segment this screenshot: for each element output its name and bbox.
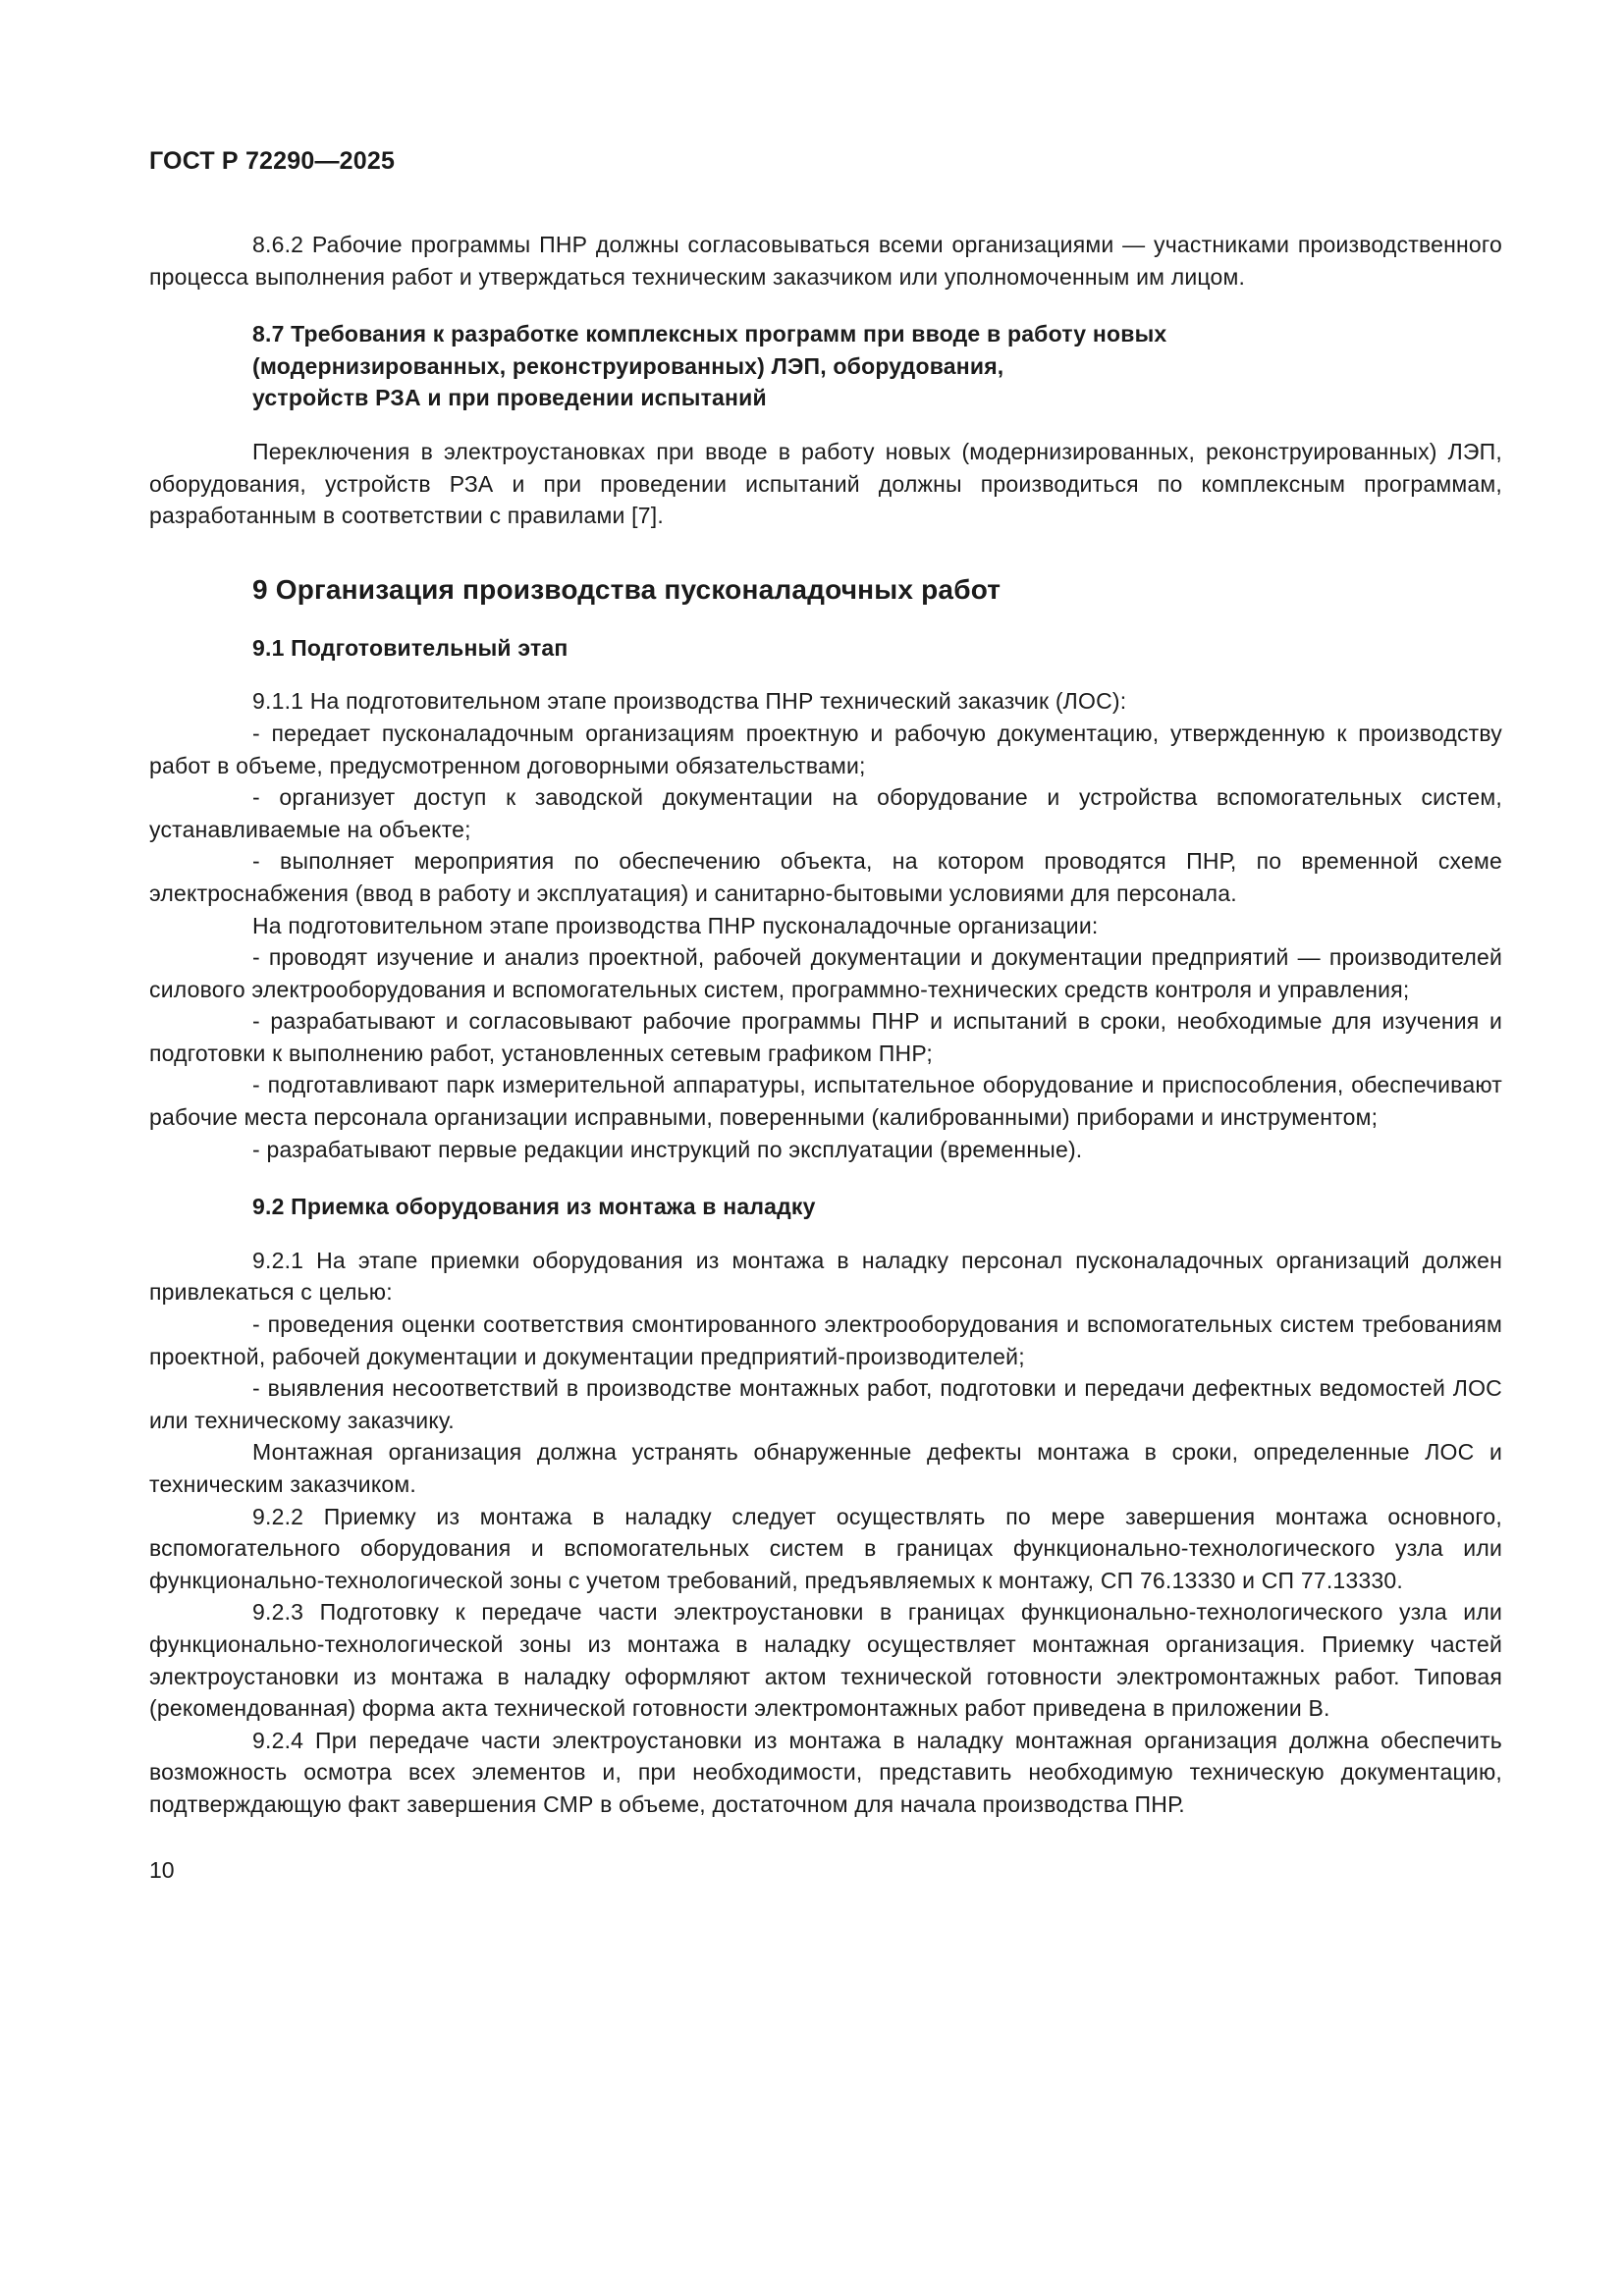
subsection-heading-line: 8.7 Требования к разработке комплексных программ при вводе в работу новых xyxy=(252,321,1167,347)
paragraph: 9.2.2 Приемку из монтажа в наладку следует осуществлять по мере завершения монтажа основного, вспомогательного оборудования и вспомогательных систем в границах функционально-технологического узла или функционально-технологической зоны с учетом требований, предъявляемых к монтажу, СП 76.13330 и СП 77.13330. xyxy=(149,1503,1502,1593)
subsection-heading-line: (модернизированных, реконструированных) ЛЭП, оборудования, xyxy=(252,352,1004,379)
subsection-heading xyxy=(252,318,1502,414)
document-body xyxy=(149,229,1502,1821)
paragraph: - организует доступ к заводской документации на оборудование и устройства вспомогательных систем, устанавливаемые на объекте; xyxy=(149,784,1502,842)
paragraph: - разрабатывают первые редакции инструкций по эксплуатации (временные). xyxy=(252,1136,1083,1162)
paragraph: - разрабатывают и согласовывают рабочие программы ПНР и испытаний в сроки, необходимые для изучения и подготовки к выполнению работ, установленных сетевым графиком ПНР; xyxy=(149,1008,1502,1066)
subsection-heading-line: устройств РЗА и при проведении испытаний xyxy=(252,385,767,411)
paragraph: Переключения в электроустановках при вводе в работу новых (модернизированных, реконструированных) ЛЭП, оборудования, устройств РЗА и при проведении испытаний должны производиться по комплексным программам, разработанным в соответствии с правилами [7]. xyxy=(149,438,1502,529)
section-heading: 9 Организация производства пусконаладочных работ xyxy=(252,573,1001,605)
paragraph: 9.2.1 На этапе приемки оборудования из монтажа в наладку персонал пусконаладочных организаций должен привлекаться с целью: xyxy=(149,1247,1502,1306)
paragraph: 8.6.2 Рабочие программы ПНР должны согласовываться всеми организациями — участниками производственного процесса выполнения работ и утверждаться техническим заказчиком или уполномоченным им лицом. xyxy=(149,232,1502,290)
paragraph: - передает пусконаладочным организациям проектную и рабочую документацию, утвержденную к производству работ в объеме, предусмотренном договорными обязательствами; xyxy=(149,720,1502,778)
paragraph: Монтажная организация должна устранять обнаруженные дефекты монтажа в сроки, определенные ЛОС и техническим заказчиком. xyxy=(149,1439,1502,1497)
subsection-heading-line: 9.1 Подготовительный этап xyxy=(252,634,568,661)
subsection-heading xyxy=(252,632,1502,665)
paragraph: 9.1.1 На подготовительном этапе производства ПНР технический заказчик (ЛОС): xyxy=(252,688,1127,715)
subsection-heading xyxy=(252,1191,1502,1223)
paragraph: - проведения оценки соответствия смонтированного электрооборудования и вспомогательных систем требованиям проектной, рабочей документации и документации предприятий-производителей; xyxy=(149,1311,1502,1369)
paragraph: - выполняет мероприятия по обеспечению объекта, на котором проводятся ПНР, по временной схеме электроснабжения (ввод в работу и эксплуатация) и санитарно-бытовыми условиями для персонала. xyxy=(149,848,1502,906)
subsection-heading-line: 9.2 Приемка оборудования из монтажа в наладку xyxy=(252,1194,816,1220)
paragraph: На подготовительном этапе производства ПНР пусконаладочные организации: xyxy=(252,912,1099,938)
document-designation: ГОСТ Р 72290—2025 xyxy=(149,147,396,175)
paragraph: 9.2.3 Подготовку к передаче части электроустановки в границах функционально-технологического узла или функционально-технологической зоны из монтажа в наладку осуществляет монтажная организация. Приемку частей электроустановки из монтажа в наладку оформляют актом технической готовности электромонтажных работ. Типовая (рекомендованная) форма акта технической готовности электромонтажных работ приведена в приложении В. xyxy=(149,1599,1502,1722)
page-number: 10 xyxy=(149,1856,175,1883)
paragraph: - подготавливают парк измерительной аппаратуры, испытательное оборудование и приспособления, обеспечивают рабочие места персонала организации исправными, поверенными (калиброванными) приборами и инструментом; xyxy=(149,1072,1502,1131)
paragraph: 9.2.4 При передаче части электроустановки из монтажа в наладку монтажная организация должна обеспечить возможность осмотра всех элементов и, при необходимости, представить необходимую техническую документацию, подтверждающую факт завершения СМР в объеме, достаточном для начала производства ПНР. xyxy=(149,1727,1502,1817)
paragraph: - проводят изучение и анализ проектной, рабочей документации и документации предприятий — производителей силового электрооборудования и вспомогательных систем, программно-технических средств контроля и управления; xyxy=(149,944,1502,1002)
paragraph: - выявления несоответствий в производстве монтажных работ, подготовки и передачи дефектных ведомостей ЛОС или техническому заказчику. xyxy=(149,1375,1502,1433)
